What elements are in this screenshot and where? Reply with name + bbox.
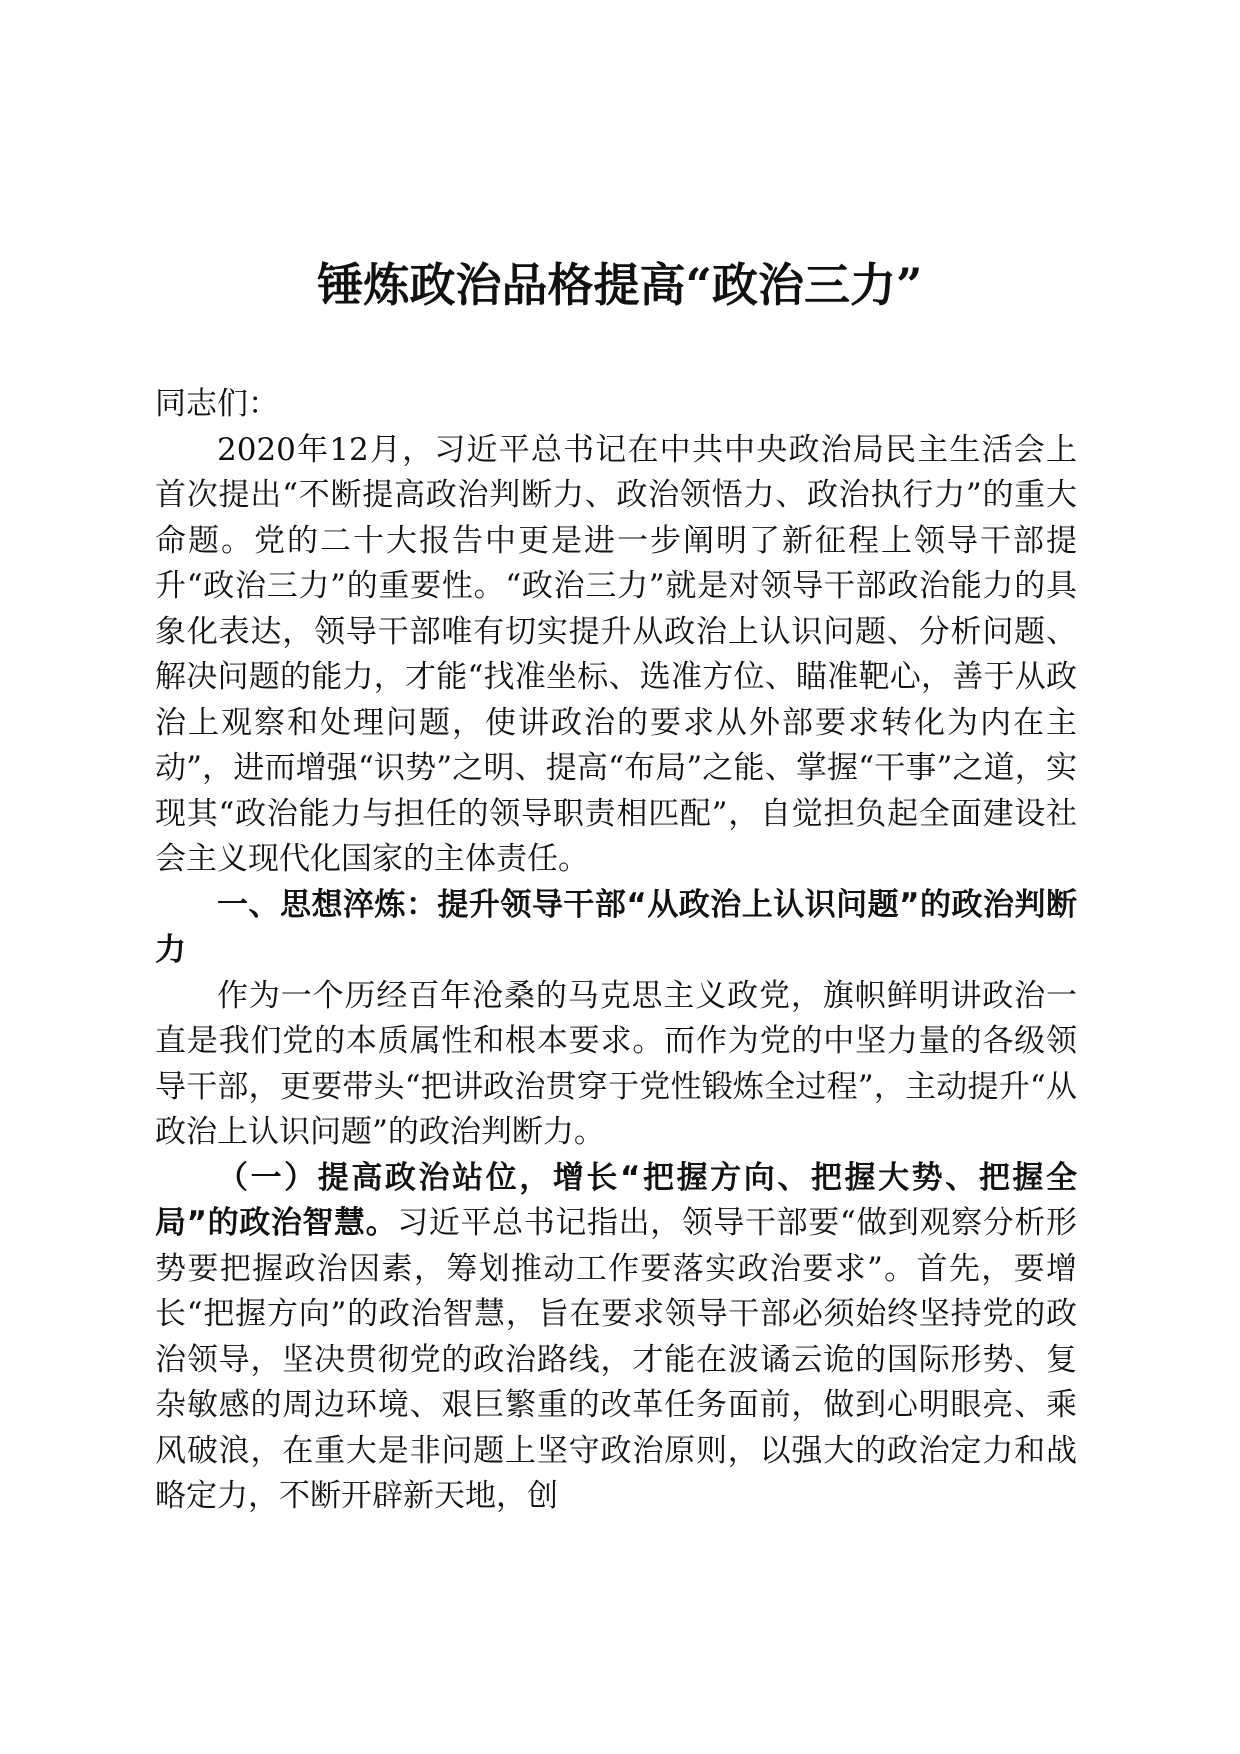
document-body — [155, 382, 1077, 1520]
section-1-paragraph: 作为一个历经百年沧桑的马克思主义政党，旗帜鲜明讲政治一直是我们党的本质属性和根本要求。而作为党的中坚力量的各级领导干部，更要带头“把讲政治贯穿于党性锻炼全过程”，主动提升“从政治上认识问题”的政治判断力。 — [155, 977, 1077, 1150]
document-title: 锤炼政治品格提高“政治三力” — [317, 258, 923, 312]
salutation: 同志们： — [155, 386, 279, 422]
intro-paragraph: 2020年12月，习近平总书记在中共中央政治局民主生活会上首次提出“不断提高政治判断力、政治领悟力、政治执行力”的重大命题。党的二十大报告中更是进一步阐明了新征程上领导干部提升“政治三力”的重要性。“政治三力”就是对领导干部政治能力的具象化表达，领导干部唯有切实提升从政治上认识问题、分析问题、解决问题的能力，才能“找准坐标、选准方位、瞄准靶心，善于从政治上观察和处理问题，使讲政治的要求从外部要求转化为内在主动”，进而增强“识势”之明、提高“布局”之能、掌握“干事”之道，实现其“政治能力与担任的领导职责相匹配”，自觉担负起全面建设社会主义现代化国家的主体责任。 — [155, 431, 1077, 877]
subsection-1-body: 习近平总书记指出，领导干部要“做到观察分析形势要把握政治因素，筹划推动工作要落实政治要求”。首先，要增长“把握方向”的政治智慧，旨在要求领导干部必须始终坚持党的政治领导，坚决贯彻党的政治路线，才能在波谲云诡的国际形势、复杂敏感的周边环境、艰巨繁重的改革任务面前，做到心明眼亮、乘风破浪，在重大是非问题上坚守政治原则，以强大的政治定力和战略定力，不断开辟新天地，创 — [155, 1205, 1077, 1514]
subsection-heading-1: （一）提高政治站位，增长“把握方向、把握大势、把握全局”的政治智慧。 — [155, 1159, 1077, 1241]
subsection-1-paragraph — [155, 1156, 1077, 1520]
section-heading-1: 一、思想淬炼：提升领导干部“从政治上认识问题”的政治判断力 — [155, 886, 1077, 968]
